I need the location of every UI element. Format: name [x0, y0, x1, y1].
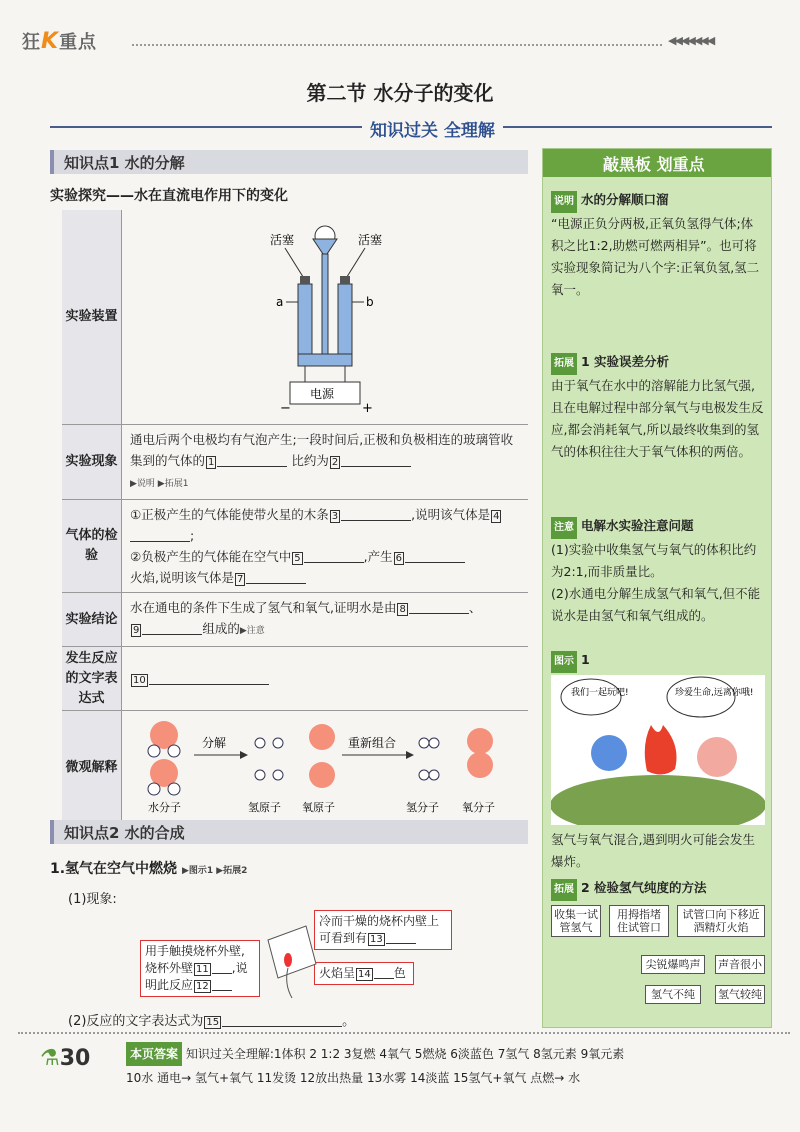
- callout-flame: 火焰呈 14 色: [314, 962, 414, 985]
- flow-quiet: 声音很小: [715, 955, 765, 974]
- row-gas-check-content: ①正极产生的气体能使带火星的木条 3 ,说明该气体是 4; ②负极产生的气体能在空气中 5 ,产生 6 火焰,说明该气体是 7: [122, 500, 529, 593]
- answer-footer: [18, 1032, 790, 1128]
- row-conclusion-content: 水在通电的条件下生成了氢气和氧气,证明水是由 8 、 9 组成的▶注意: [122, 593, 529, 647]
- experiment-table: [62, 210, 528, 826]
- flow-step-cover: 用拇指堵住试管口: [609, 905, 669, 937]
- sidebar-head: 敲黑板 划重点: [543, 149, 771, 177]
- note-extend-1: 拓展 1 实验误差分析 由于氧气在水中的溶解能力比氢气强,且在电解过程中部分氧气与电极发生反应,都会消耗氧气,所以最终收集到的氢气的体积往往大于氧气体积的两倍。: [551, 354, 764, 459]
- valve-label-right: 活塞: [358, 233, 383, 247]
- svg-text:我们一起玩吧!: 我们一起玩吧!: [571, 688, 629, 698]
- note-explain: 说明 水的分解顺口溜 “电源正负分两极,正氧负氢得气体;体积之比1:2,助燃可燃两相异”。也可将实验现象简记为八个字:正氧负氢,氢二氧一。: [551, 192, 760, 297]
- page-number: ⚗30: [40, 1046, 91, 1071]
- svg-text:氧原子: 氧原子: [302, 801, 335, 814]
- valve-label-left: 活塞: [270, 233, 295, 247]
- section-1-1: (1)现象:: [68, 892, 117, 907]
- flow-step-collect: 收集一试管氢气: [551, 905, 601, 937]
- note-extend-2: 拓展 2 检验氢气纯度的方法: [551, 877, 765, 901]
- section-1-title: 1.氢气在空气中燃烧 ▶图示1 ▶拓展2: [50, 861, 248, 877]
- svg-text:+: +: [362, 401, 373, 414]
- page-title: 第二节 水分子的变化: [306, 81, 494, 105]
- row-equation-label: 发生反应的文字表达式: [62, 647, 122, 711]
- row-phenomenon-content: 通电后两个电极均有气泡产生;一段时间后,正极和负极相连的玻璃管收集到的气体的 1 比约为 2 ▶说明 ▶拓展1: [122, 425, 529, 500]
- brand-logo: 狂K重点: [22, 29, 98, 54]
- page-header: [0, 0, 800, 70]
- callout-left: 用手触摸烧杯外壁,烧杯外壁 11 ,说明此反应 12: [140, 940, 260, 997]
- cartoon-illustration: [551, 675, 765, 825]
- svg-text:分解: 分解: [202, 736, 227, 750]
- note-figure-caption: 氢气与氧气混合,遇到明火可能会发生爆炸。: [551, 832, 755, 869]
- svg-text:氧分子: 氧分子: [462, 801, 495, 814]
- label-b: b: [366, 295, 374, 309]
- knowledge-point-1: 知识点1 水的分解: [50, 150, 528, 174]
- sidebar-notes: [542, 148, 772, 1028]
- flow-pure: 氢气较纯: [715, 985, 765, 1004]
- answer-line-1: 本页答案 知识过关全理解:1体积 2 1:2 3复燃 4氧气 5燃烧 6淡蓝色 7氢气 8氢元素 9氧元素: [126, 1042, 786, 1066]
- header-divider: [132, 44, 662, 46]
- micro-diagram: [122, 711, 529, 826]
- section-band-label: 知识过关 全理解: [362, 116, 503, 141]
- row-conclusion-label: 实验结论: [62, 593, 122, 647]
- row-device-label: 实验装置: [62, 210, 122, 425]
- svg-text:−: −: [280, 401, 291, 414]
- section-band: [50, 120, 772, 141]
- row-phenomenon-label: 实验现象: [62, 425, 122, 500]
- flow-step-flame: 试管口向下移近酒精灯火焰: [677, 905, 765, 937]
- knowledge-point-2: 知识点2 水的合成: [50, 820, 528, 844]
- arrow-decoration: ◀◀◀◀◀◀◀: [668, 34, 714, 47]
- beaker-flame-illustration: [262, 920, 322, 1000]
- svg-text:珍爱生命,远离你哦!: 珍爱生命,远离你哦!: [675, 688, 754, 698]
- row-equation-content: 10: [122, 647, 529, 711]
- callout-top: 冷而干燥的烧杯内壁上可看到有 13: [314, 910, 452, 950]
- svg-text:氢分子: 氢分子: [406, 801, 439, 814]
- answer-line-2: 10水 通电→ 氢气+氧气 11发烫 12放出热量 13水雾 14淡蓝 15氢气+氧气 点燃→ 水: [126, 1071, 581, 1085]
- row-micro-label: 微观解释: [62, 711, 122, 826]
- row-gas-check-label: 气体的检验: [62, 500, 122, 593]
- experiment-subtitle: 实验探究——水在直流电作用下的变化: [50, 188, 288, 204]
- electrolysis-diagram: [122, 210, 529, 425]
- flow-impure: 氢气不纯: [645, 985, 701, 1004]
- power-label: 电源: [310, 387, 335, 401]
- svg-text:水分子: 水分子: [148, 801, 181, 814]
- flow-loud: 尖锐爆鸣声: [641, 955, 705, 974]
- svg-text:重新组合: 重新组合: [348, 736, 397, 750]
- note-figure-1: 图示 1: [551, 649, 765, 673]
- label-a: a: [276, 295, 284, 309]
- note-attention: 注意 电解水实验注意问题 (1)实验中收集氢气与氧气的体积比约为2:1,而非质量比。 (2)水通电分解生成氢气和氧气,但不能说水是由氢气和氧气组成的。: [551, 518, 761, 623]
- section-1-2: (2)反应的文字表达式为 15 。: [68, 1014, 356, 1029]
- svg-text:氢原子: 氢原子: [248, 801, 281, 814]
